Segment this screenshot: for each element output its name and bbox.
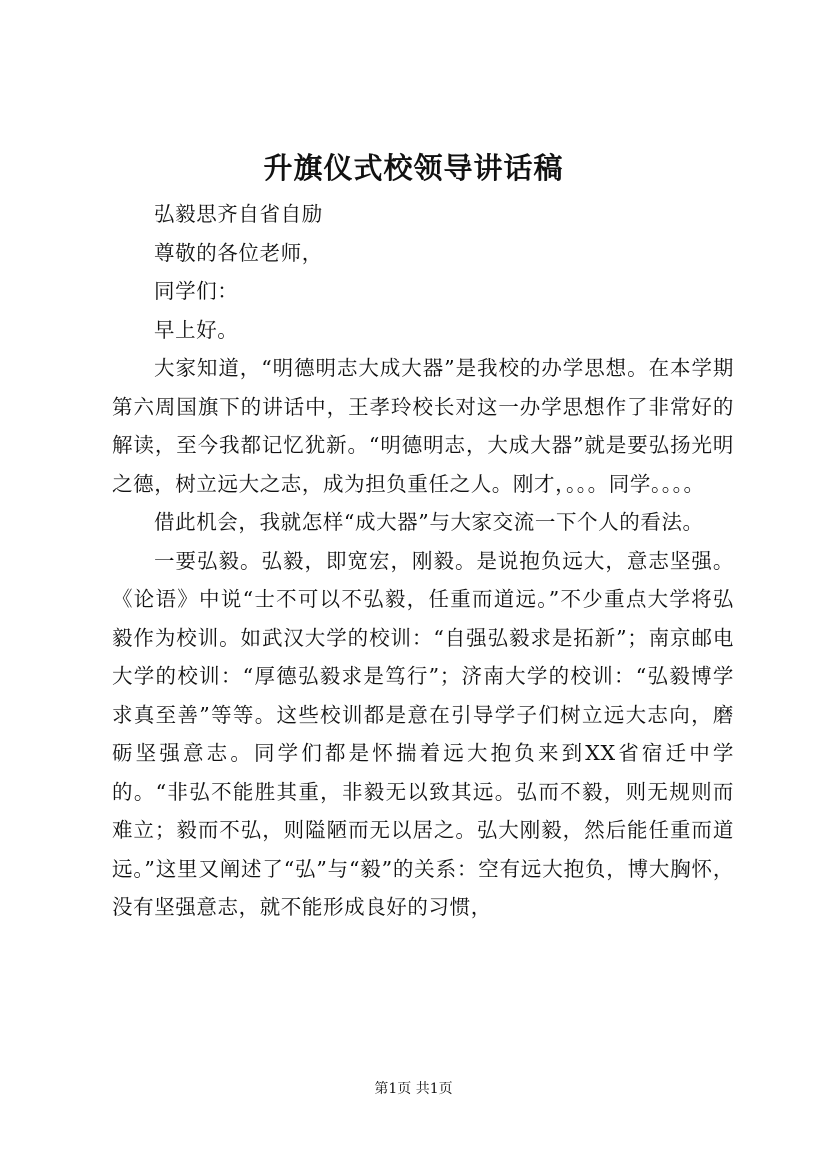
- paragraph-intro-topic: 借此机会，我就怎样“成大器”与大家交流一下个人的看法。: [154, 510, 704, 534]
- document-body: [112, 195, 734, 927]
- paragraph-point-one: 一要弘毅。弘毅，即宽宏，刚毅。是说抱负远大，意志坚强。《论语》中说“士不可以不弘毅，任重而道远。”不少重点大学将弘毅作为校训。如武汉大学的校训：“自强弘毅求是拓新”；南京邮电大学的校训：“厚德弘毅求是笃行”；济南大学的校训：“弘毅博学求真至善”等等。这些校训都是意在引导学子们树立远大志向，磨砺坚强意志。同学们都是怀揣着远大抱负来到XX省宿迁中学的。“非弘不能胜其重，非毅无以致其远。弘而不毅，则无规则而难立；毅而不弘，则隘陋而无以居之。弘大刚毅，然后能任重而道远。”这里又阐述了“弘”与“毅”的关系：空有远大抱负，博大胸怀，没有坚强意志，就不能形成良好的习惯，: [112, 548, 734, 919]
- paragraph-salutation-teachers: 尊敬的各位老师，: [154, 240, 323, 265]
- page-number-footer: 第1页 共1页: [374, 1081, 453, 1097]
- paragraph-subtitle: 弘毅思齐自省自励: [154, 202, 323, 226]
- paragraph-salutation-students: 同学们：: [154, 279, 239, 303]
- paragraph-school-philosophy: 大家知道，“明德明志大成大器”是我校的办学思想。在本学期第六周国旗下的讲话中，王孝玲校长对这一办学思想作了非常好的解读，至今我都记忆犹新。“明德明志，大成大器”就是要弘扬光明之德，树立远大之志，成为担负重任之人。刚才，。。。同学。。。。: [112, 356, 734, 496]
- document-title: 升旗仪式校领导讲话稿: [263, 151, 564, 185]
- paragraph-greeting: 早上好。: [154, 317, 239, 342]
